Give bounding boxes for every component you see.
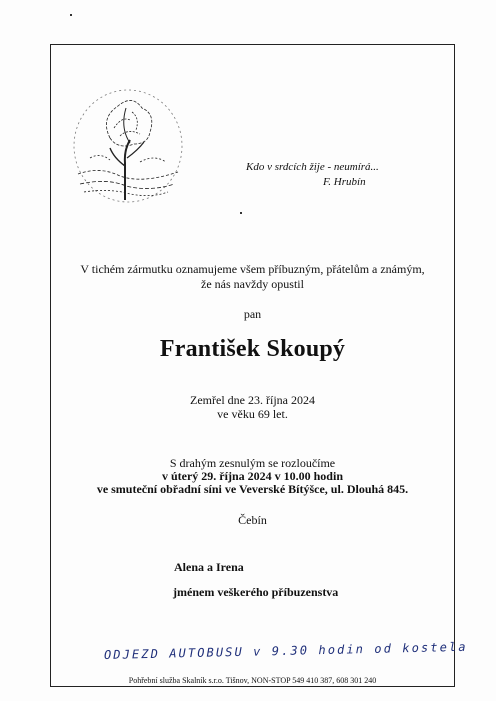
signature-names: Alena a Irena bbox=[174, 560, 244, 574]
announcement-line-1: V tichém zármutku oznamujeme všem příbuzným, přátelům a známým, bbox=[80, 262, 425, 276]
farewell-info bbox=[50, 457, 455, 496]
quote-author: F. Hrubín bbox=[323, 176, 366, 188]
announcement bbox=[50, 262, 455, 292]
announcement-line-2: že nás navždy opustil bbox=[201, 277, 304, 291]
quote bbox=[246, 160, 379, 190]
farewell-location: ve smuteční obřadní síni ve Veverské Bítýšce, ul. Dlouhá 845. bbox=[96, 482, 409, 496]
deceased-name: František Skoupý bbox=[159, 336, 346, 362]
footer-funeral-service: Pohřební služba Skalník s.r.o. Tišnov, NON-STOP 549 410 387, 608 301 240 bbox=[128, 676, 377, 685]
death-info bbox=[50, 393, 455, 421]
death-date: Zemřel dne 23. října 2024 bbox=[190, 393, 315, 407]
pan-label: pan bbox=[243, 307, 262, 321]
scan-dot bbox=[240, 212, 242, 214]
scan-dot bbox=[70, 14, 72, 16]
quote-text: Kdo v srdcích žije - neumírá... bbox=[246, 161, 379, 173]
signature-family: jménem veškerého příbuzenstva bbox=[173, 585, 339, 599]
place-name: Čebín bbox=[238, 513, 267, 527]
tree-illustration-icon bbox=[70, 88, 186, 206]
farewell-line-1: S drahým zesnulým se rozloučíme bbox=[169, 456, 336, 470]
death-age: ve věku 69 let. bbox=[217, 407, 288, 421]
farewell-datetime: v úterý 29. října 2024 v 10.00 hodin bbox=[161, 469, 343, 483]
handwritten-note: ODJEZD AUTOBUSU v 9.30 hodin od kostela bbox=[103, 639, 468, 662]
